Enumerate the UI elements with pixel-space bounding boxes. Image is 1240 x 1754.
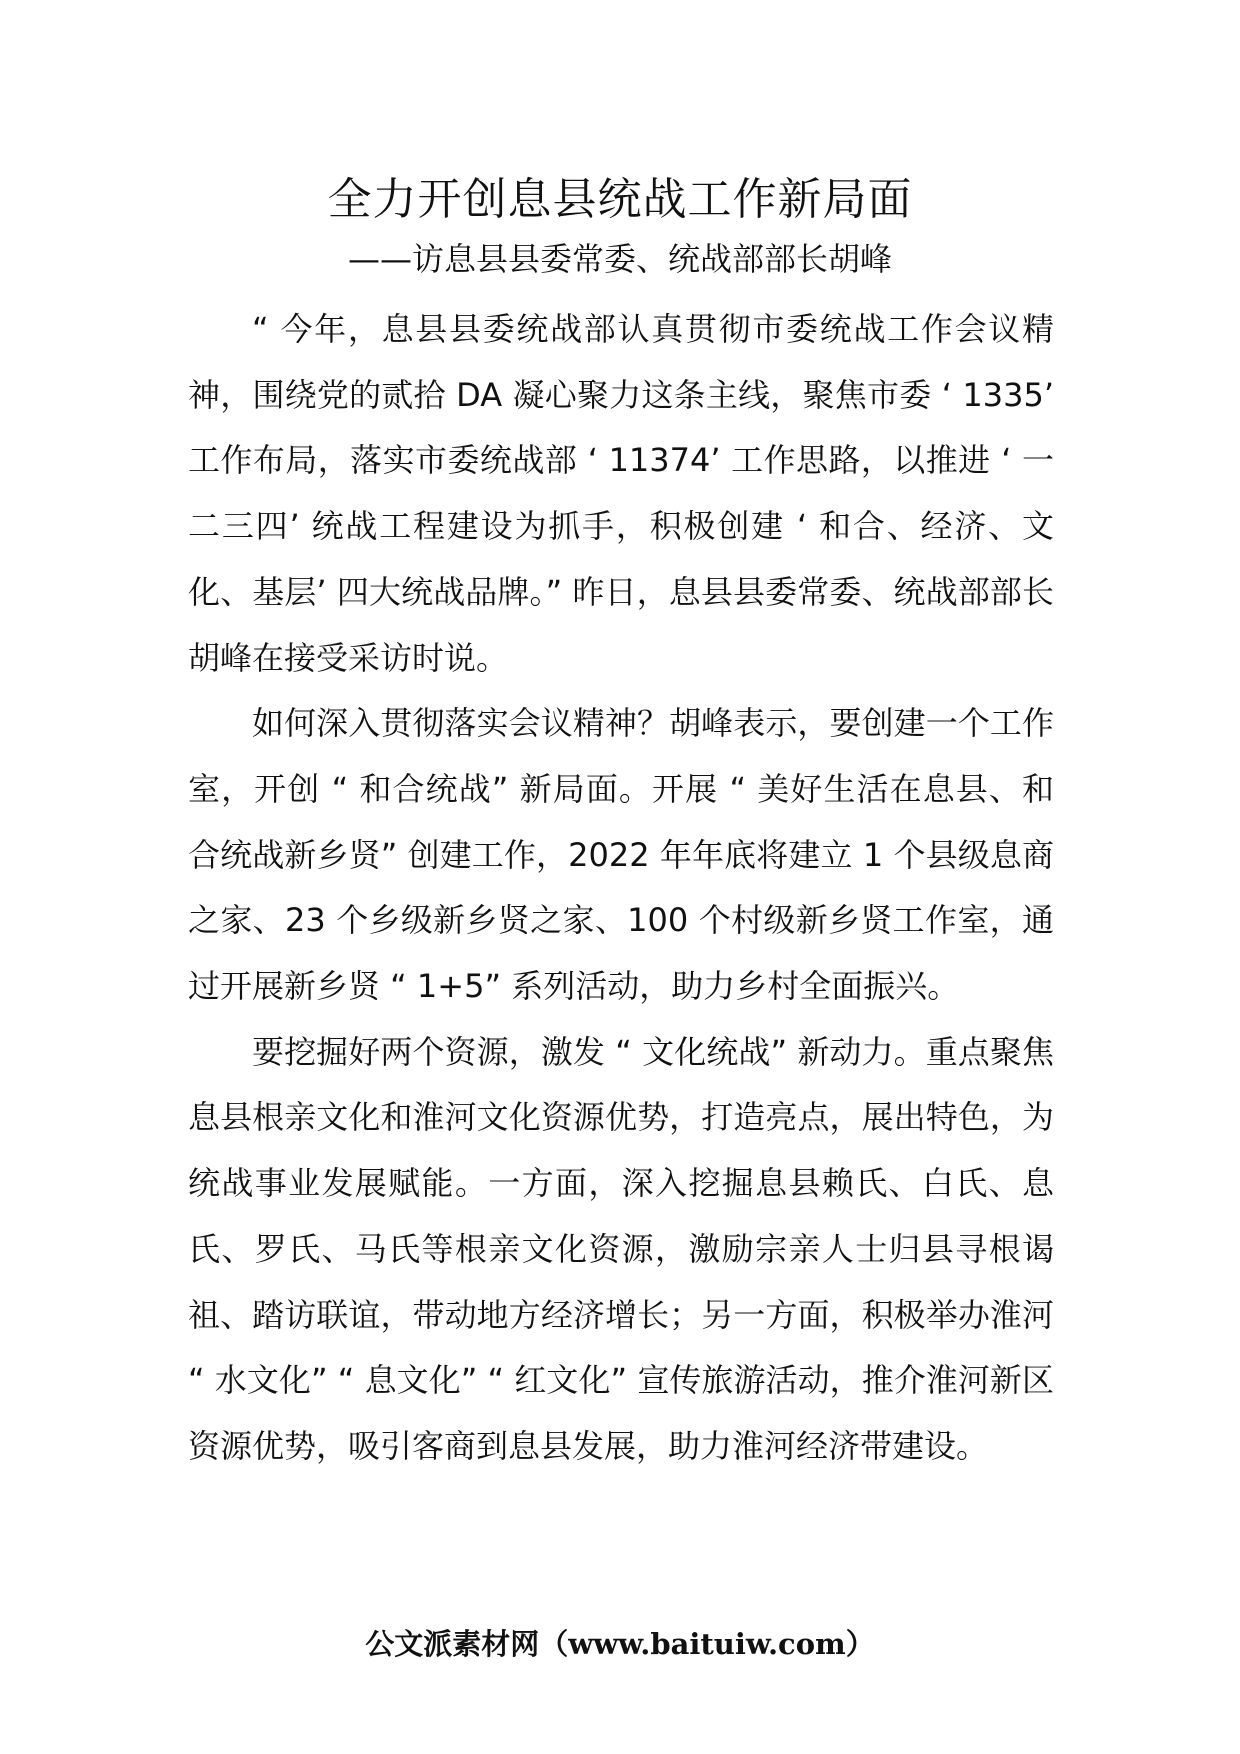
paragraph-3: 要挖掘好两个资源，激发 “ 文化统战” 新动力。重点聚焦息县根亲文化和淮河文化资源优势，打造亮点，展出特色，为统战事业发展赋能。一方面，深入挖掘息县赖氏、白氏、息氏、罗氏、马氏等根亲文化资源，激励宗亲人士归县寻根谒祖、踏访联谊，带动地方经济增长；另一方面，积极举办淮河 “ 水文化” “ 息文化” “ 红文化” 宣传旅游活动，推介淮河新区资源优势，吸引客商到息县发展，助力淮河经济带建设。 <box>188 1032 1054 1465</box>
article-title: 全力开创息县统战工作新局面 <box>327 174 913 225</box>
paragraph-2: 如何深入贯彻落实会议精神？胡峰表示，要创建一个工作室，开创 “ 和合统战” 新局面。开展 “ 美好生活在息县、和合统战新乡贤” 创建工作，2022 年年底将建立 1 个县级息商之家、23 个乡级新乡贤之家、100 个村级新乡贤工作室，通过开展新乡贤 “ 1+5” 系列活动，助力乡村全面振兴。 <box>188 704 1054 1006</box>
paragraph-1: “ 今年，息县县委统战部认真贯彻市委统战工作会议精神，围绕党的贰拾 DA 凝心聚力这条主线，聚焦市委 ‘ 1335’ 工作布局，落实市委统战部 ‘ 11374’ 工作思路，以推进 ‘ 一二三四’ 统战工程建设为抓手，积极创建 ‘ 和合、经济、文化、基层’ 四大统战品牌。” 昨日，息县县委常委、统战部部长胡峰在接受采访时说。 <box>188 310 1054 677</box>
article-subtitle: ——访息县县委常委、统战部部长胡峰 <box>347 240 892 278</box>
article-body <box>188 297 1054 1480</box>
footer-watermark-text: 公文派素材网（www.baituiw.com） <box>365 1627 875 1661</box>
